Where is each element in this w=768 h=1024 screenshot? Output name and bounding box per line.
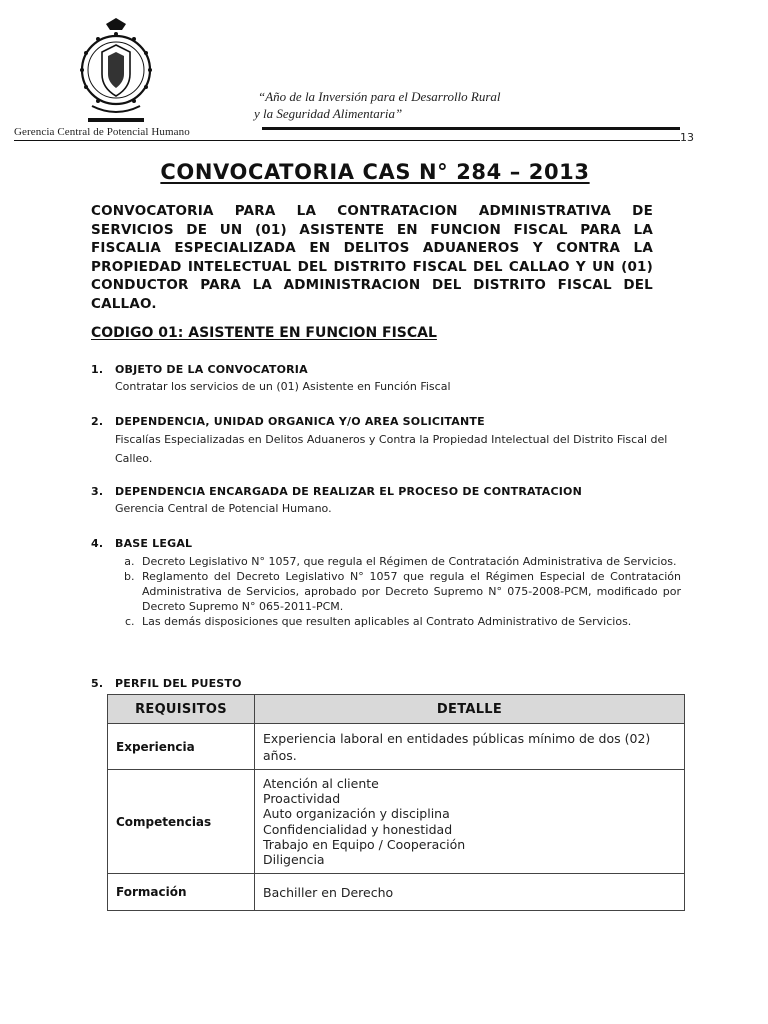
section-heading	[91, 483, 681, 500]
section-heading	[91, 675, 681, 692]
header-rule-thin	[14, 140, 680, 141]
section-number: 2.	[91, 415, 104, 428]
competency-item: Auto organización y disciplina	[263, 806, 450, 822]
list-item: a. Decreto Legislativo N° 1057, que regula el Régimen de Contratación Administrativa de Servicios.	[138, 554, 681, 569]
competency-item: Diligencia	[263, 852, 325, 868]
base-legal-list	[91, 554, 681, 629]
column-header-requisitos: REQUISITOS	[108, 695, 255, 724]
requirement-detail	[255, 770, 685, 874]
page-number: 13	[680, 131, 694, 144]
section-heading-text: BASE LEGAL	[115, 537, 193, 550]
requirement-label: Formación	[108, 874, 255, 911]
institution-seal-logo	[78, 18, 154, 128]
section-number: 5.	[91, 677, 104, 690]
section-heading-text: PERFIL DEL PUESTO	[115, 677, 242, 690]
section-heading	[91, 413, 681, 430]
table-header-row	[108, 695, 685, 724]
section-heading	[91, 361, 681, 378]
requirement-label: Experiencia	[108, 724, 255, 770]
requirement-label: Competencias	[108, 770, 255, 874]
section-body: Fiscalías Especializadas en Delitos Aduaneros y Contra la Propiedad Intelectual del Distrito Fiscal del Calleo.	[115, 433, 668, 465]
table-row	[108, 770, 685, 874]
intro-paragraph: CONVOCATORIA PARA LA CONTRATACION ADMINISTRATIVA DE SERVICIOS DE UN (01) ASISTENTE EN FUNCION FISCAL PARA LA FISCALIA ESPECIALIZADA EN DELITOS ADUANEROS Y CONTRA LA PROPIEDAD INTELECTUAL DEL DISTRITO FISCAL DEL CALLAO Y UN (01) CONDUCTOR PARA LA ADMINISTRACION DEL DISTRITO FISCAL DEL CALLAO.	[91, 203, 653, 312]
section-perfil	[91, 675, 681, 692]
section-heading-text: OBJETO DE LA CONVOCATORIA	[115, 363, 308, 376]
section-objeto	[91, 361, 681, 395]
section-number: 3.	[91, 485, 104, 498]
motto-line-1: “Año de la Inversión para el Desarrollo Rural	[258, 89, 501, 104]
section-body: Contratar los servicios de un (01) Asistente en Función Fiscal	[115, 380, 451, 393]
section-dependencia-encargada	[91, 483, 681, 517]
list-item: c. Las demás disposiciones que resulten aplicables al Contrato Administrativo de Servicios.	[138, 614, 681, 629]
section-heading	[91, 535, 681, 552]
document-title	[0, 160, 750, 184]
column-header-detalle: DETALLE	[255, 695, 685, 724]
requirement-detail: Bachiller en Derecho	[255, 874, 685, 911]
table-row	[108, 874, 685, 911]
section-heading-text: DEPENDENCIA ENCARGADA DE REALIZAR EL PROCESO DE CONTRATACION	[115, 485, 582, 498]
motto-line-2: y la Seguridad Alimentaria”	[254, 106, 403, 121]
competency-item: Proactividad	[263, 791, 341, 807]
section-body: Gerencia Central de Potencial Humano.	[115, 502, 332, 515]
list-item: b. Reglamento del Decreto Legislativo N° 1057 que regula el Régimen Especial de Contratación Administrativa de Servicios, aprobado por Decreto Supremo N° 075-2008-PCM, modificado por Decreto Supremo N° 065-2011-PCM.	[138, 569, 681, 614]
header-rule-thick	[262, 127, 680, 130]
section-number: 1.	[91, 363, 104, 376]
competency-item: Trabajo en Equipo / Cooperación	[263, 836, 466, 852]
competency-item: Confidencialidad y honestidad	[263, 821, 453, 837]
table-row	[108, 724, 685, 770]
requirement-detail: Experiencia laboral en entidades públicas mínimo de dos (02) años.	[255, 724, 685, 770]
section-base-legal	[91, 535, 681, 629]
motto-text	[254, 88, 501, 122]
code-heading: CODIGO 01: ASISTENTE EN FUNCION FISCAL	[91, 325, 437, 341]
profile-table	[107, 694, 685, 911]
section-number: 4.	[91, 537, 104, 550]
document-title-text: CONVOCATORIA CAS N° 284 – 2013	[160, 160, 590, 184]
department-name: Gerencia Central de Potencial Humano	[14, 126, 190, 138]
section-dependencia	[91, 413, 681, 468]
competency-item: Atención al cliente	[263, 776, 379, 791]
section-heading-text: DEPENDENCIA, UNIDAD ORGANICA Y/O AREA SOLICITANTE	[115, 415, 485, 428]
